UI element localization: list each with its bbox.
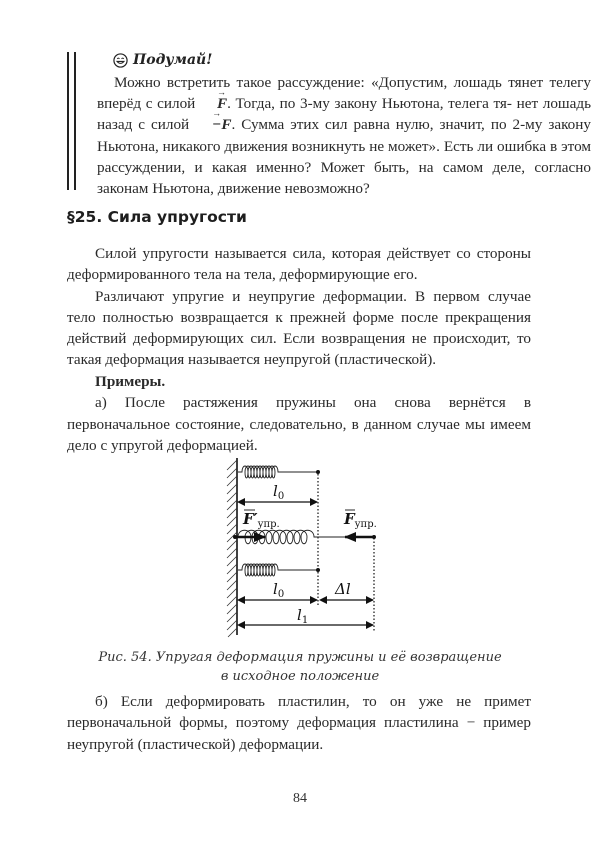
paragraph: Различают упругие и неупругие деформации. В первом случае тело полностью возвращается к прежней форме после прекращения действий деформирующих сил. Если возвращения не происходит, то такая деформация называется неупругой (пластической).	[67, 287, 531, 369]
callout-text: . Тогда, по 3-му закону Ньютона, телега тя-	[227, 95, 512, 113]
think-callout	[60, 48, 592, 198]
wall	[227, 458, 237, 637]
caption-line: Рис. 54. Упругая деформация пружины и её возвращение	[98, 650, 502, 665]
label-force-right: $F_{упр.}$	[344, 510, 377, 530]
spring-end-point	[316, 568, 320, 572]
section-heading: §25. Сила упругости	[67, 208, 247, 226]
spring-figure	[215, 452, 395, 642]
examples-block	[67, 371, 531, 456]
callout-text: Можно встретить такое рассуждение: «Допустим, лошадь тянет	[114, 74, 544, 91]
callout-border-bar	[67, 52, 69, 190]
label-l0-bottom: $l_0$	[273, 580, 285, 600]
spring-relaxed-top	[238, 466, 318, 478]
callout-title-text: Подумай!	[133, 52, 213, 68]
figure-caption	[80, 648, 520, 686]
force-vector-symbol: → F	[200, 93, 227, 114]
label-l0-top: $l_0$	[273, 482, 285, 502]
callout-text: . Сумма этих сил равна нулю, значит, по 2-му закону Ньютона, никакого движения возникнуть не может». Есть ли ошибка в этом рассуждении, и какая именно? Может быть, на самом деле, согласно законам Ньютона, движение невозможно?	[97, 116, 591, 198]
example-a: а) После растяжения пружины она снова вернётся в первоначальное состояние, следовательно, в данном случае мы имеем дело с упругой деформацией.	[67, 394, 531, 454]
callout-border-bar	[74, 52, 76, 190]
smiley-face-icon	[113, 53, 128, 68]
callout-body	[97, 72, 591, 199]
example-b-block	[67, 691, 531, 755]
callout-paragraph	[97, 72, 591, 199]
label-delta-l: Δl	[335, 580, 351, 598]
examples-label: Примеры.	[95, 373, 166, 390]
caption-line: в исходное положение	[220, 669, 380, 684]
paragraph: Силой упругости называется сила, которая действует со стороны деформированного тела на тела, деформирующие его.	[67, 245, 531, 284]
callout-text: телегу вперёд с силой	[97, 74, 591, 113]
spring-relaxed-bottom	[238, 564, 318, 576]
example-b: б) Если деформировать пластилин, то он уже не примет первоначальной формы, поэтому деформация пластилина − пример неупругой (пластической) деформации.	[67, 693, 531, 753]
label-l1: $l_1$	[297, 606, 309, 626]
page-number: 84	[293, 791, 307, 806]
negative-force-vector-symbol: → −F	[195, 114, 231, 135]
spring-diagram	[215, 452, 395, 642]
callout-text: нет лошадь назад с силой	[97, 95, 592, 134]
spring-end-point	[316, 470, 320, 474]
callout-title	[113, 52, 212, 68]
definition-paragraphs	[67, 243, 531, 371]
label-force-left: $F'_{упр.}$	[243, 510, 280, 530]
